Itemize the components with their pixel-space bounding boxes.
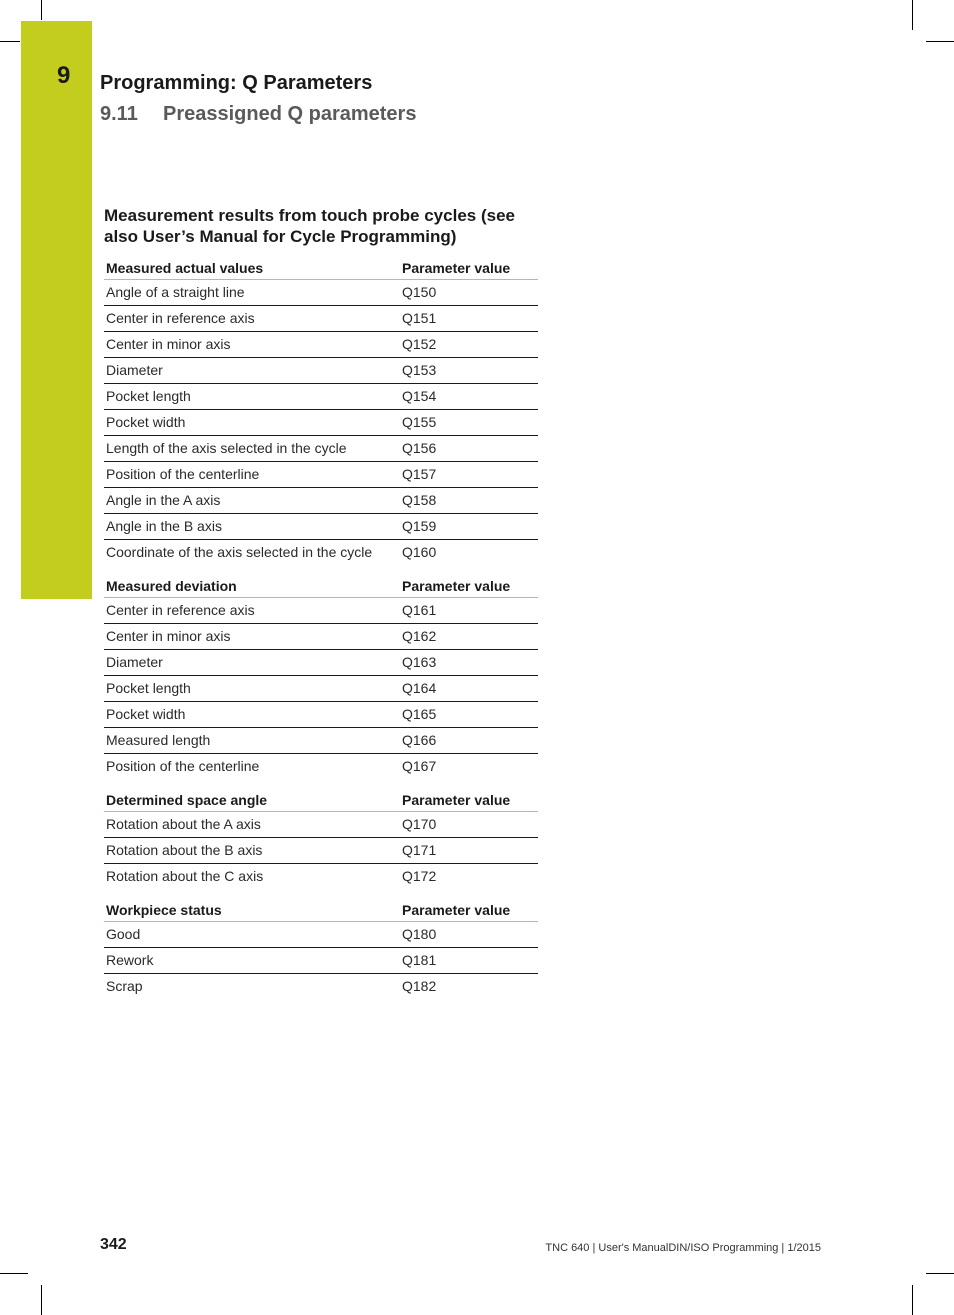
crop-mark: [912, 1285, 913, 1315]
row-label: Coordinate of the axis selected in the cycle: [106, 544, 373, 560]
row-parameter: Q153: [400, 358, 538, 384]
crop-mark: [0, 41, 20, 42]
column-header: Measured deviation: [104, 573, 400, 598]
row-label: Position of the centerline: [106, 758, 260, 774]
table-row: [104, 838, 538, 864]
row-label: Pocket width: [104, 410, 400, 436]
table-row: [104, 462, 538, 488]
row-parameter: Q166: [400, 728, 538, 754]
tables-container: [104, 255, 538, 1007]
row-label: Center in reference axis: [104, 306, 400, 332]
table-header-row: [104, 897, 538, 922]
section-number: 9.11: [100, 103, 138, 125]
row-parameter: Q180: [400, 922, 538, 948]
row-parameter: Q157: [400, 462, 538, 488]
row-parameter: Q150: [400, 280, 538, 306]
table-row: [104, 488, 538, 514]
row-label: Scrap: [106, 978, 143, 994]
table-row: [104, 974, 538, 1000]
row-parameter: Q156: [400, 436, 538, 462]
footer-text: TNC 640 | User's ManualDIN/ISO Programming | 1/2015: [545, 1242, 821, 1254]
table-row: [104, 358, 538, 384]
crop-mark: [926, 41, 954, 42]
table-row: [104, 948, 538, 974]
row-parameter: Q182: [402, 978, 437, 994]
row-label: Measured length: [104, 728, 400, 754]
row-parameter: Q167: [402, 758, 437, 774]
row-label: Center in reference axis: [104, 598, 400, 624]
section-heading: Measurement results from touch probe cycles (see also User’s Manual for Cycle Programming): [104, 206, 515, 246]
row-parameter: Q165: [400, 702, 538, 728]
row-label: Pocket width: [104, 702, 400, 728]
table-row: [104, 410, 538, 436]
row-label: Center in minor axis: [104, 624, 400, 650]
column-header: Parameter value: [400, 787, 538, 812]
parameter-table: [104, 573, 538, 779]
row-label: Angle in the A axis: [104, 488, 400, 514]
column-header: Parameter value: [400, 573, 538, 598]
row-parameter: Q154: [400, 384, 538, 410]
row-parameter: Q158: [400, 488, 538, 514]
row-parameter: Q159: [400, 514, 538, 540]
chapter-sidebar: [21, 21, 92, 599]
crop-mark: [0, 1273, 28, 1274]
column-header: Workpiece status: [104, 897, 400, 922]
parameter-table: [104, 255, 538, 565]
row-parameter: Q181: [400, 948, 538, 974]
table-row: [104, 864, 538, 890]
page-number: 342: [100, 1236, 127, 1253]
column-header: Parameter value: [400, 255, 538, 280]
table-row: [104, 598, 538, 624]
table-row: [104, 306, 538, 332]
table-row: [104, 812, 538, 838]
row-label: Length of the axis selected in the cycle: [104, 436, 400, 462]
row-parameter: Q155: [400, 410, 538, 436]
parameter-table: [104, 897, 538, 999]
row-label: Rotation about the A axis: [104, 812, 400, 838]
table-row: [104, 676, 538, 702]
parameter-table: [104, 787, 538, 889]
row-parameter: Q163: [400, 650, 538, 676]
row-parameter: Q171: [400, 838, 538, 864]
column-header: Measured actual values: [104, 255, 400, 280]
row-parameter: Q160: [402, 544, 437, 560]
column-header: Parameter value: [400, 897, 538, 922]
row-label: Center in minor axis: [104, 332, 400, 358]
table-row: [104, 728, 538, 754]
row-label: Diameter: [104, 358, 400, 384]
row-label: Pocket length: [104, 384, 400, 410]
table-row: [104, 436, 538, 462]
row-parameter: Q170: [400, 812, 538, 838]
table-row: [104, 280, 538, 306]
row-label: Rotation about the B axis: [104, 838, 400, 864]
row-label: Pocket length: [104, 676, 400, 702]
chapter-title: Programming: Q Parameters: [100, 72, 373, 94]
row-parameter: Q151: [400, 306, 538, 332]
row-parameter: Q164: [400, 676, 538, 702]
crop-mark: [912, 0, 913, 30]
row-label: Rotation about the C axis: [106, 868, 264, 884]
table-row: [104, 922, 538, 948]
crop-mark: [926, 1273, 954, 1274]
row-parameter: Q172: [402, 868, 437, 884]
table-row: [104, 754, 538, 780]
table-header-row: [104, 787, 538, 812]
row-label: Position of the centerline: [104, 462, 400, 488]
section-title-text: Preassigned Q parameters: [163, 103, 417, 125]
row-label: Diameter: [104, 650, 400, 676]
row-parameter: Q161: [400, 598, 538, 624]
table-row: [104, 332, 538, 358]
crop-mark: [41, 0, 42, 20]
row-label: Good: [104, 922, 400, 948]
row-label: Angle of a straight line: [104, 280, 400, 306]
table-header-row: [104, 255, 538, 280]
row-parameter: Q162: [400, 624, 538, 650]
section-title: [100, 103, 416, 126]
crop-mark: [41, 1285, 42, 1315]
table-row: [104, 514, 538, 540]
table-row: [104, 650, 538, 676]
chapter-number: 9: [57, 62, 71, 89]
table-row: [104, 540, 538, 566]
table-row: [104, 702, 538, 728]
table-header-row: [104, 573, 538, 598]
row-label: Angle in the B axis: [104, 514, 400, 540]
row-parameter: Q152: [400, 332, 538, 358]
column-header: Determined space angle: [104, 787, 400, 812]
row-label: Rework: [104, 948, 400, 974]
table-row: [104, 624, 538, 650]
table-row: [104, 384, 538, 410]
